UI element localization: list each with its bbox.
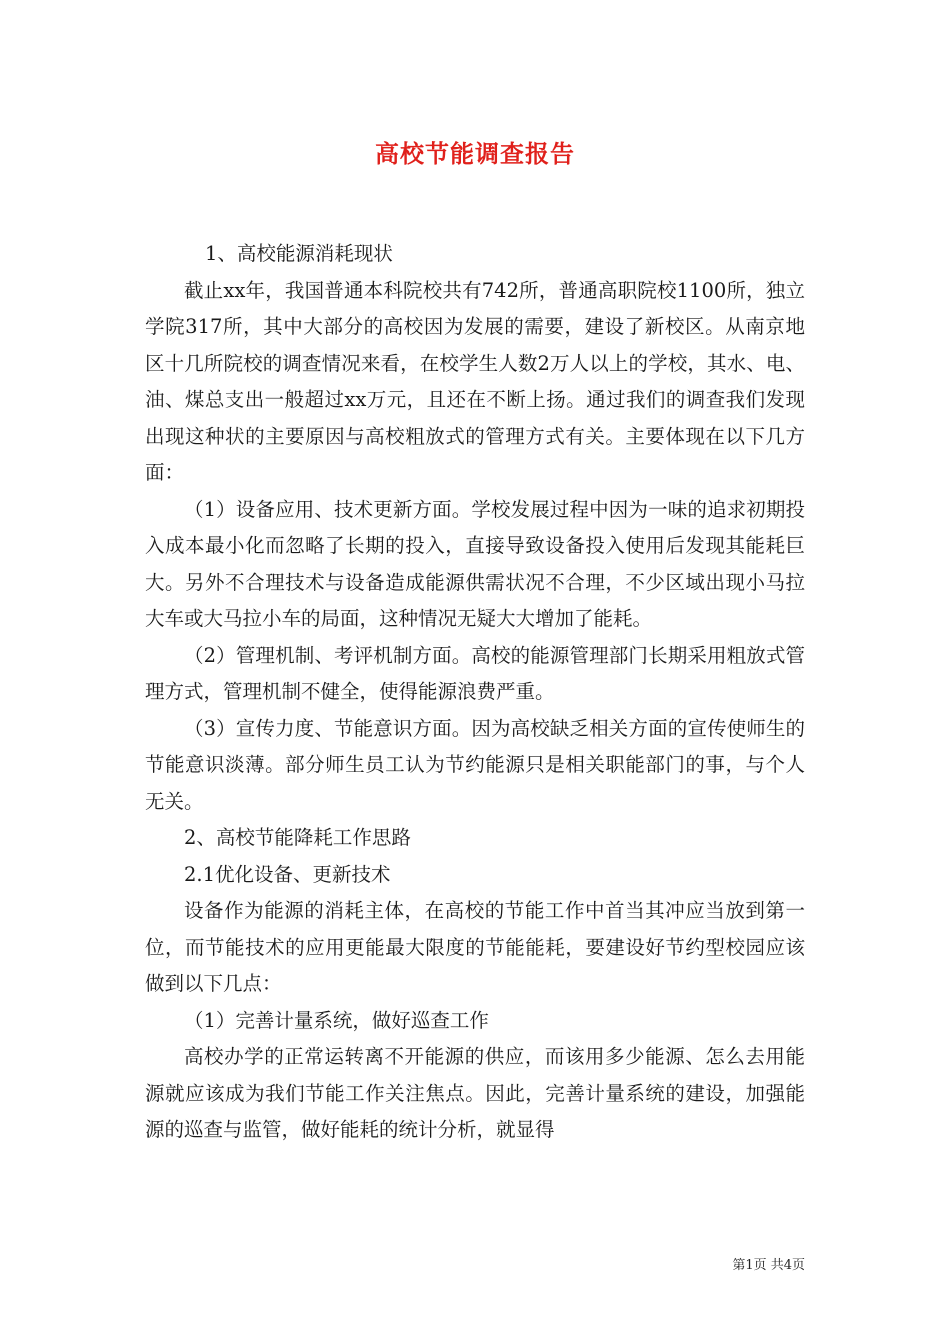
section-heading-2: 2、高校节能降耗工作思路 [184,826,411,849]
paragraph: （3）宣传力度、节能意识方面。因为高校缺乏相关方面的宣传使师生的节能意识淡薄。部分师生员工认为节约能源只是相关职能部门的事，与个人无关。 [145,716,805,813]
paragraph: 截止xx年，我国普通本科院校共有742所，普通高职院校1100所，独立学院317所，其中大部分的高校因为发展的需要，建设了新校区。从南京地区十几所院校的调查情况来看，在校学生人数2万人以上的学校，其水、电、油、煤总支出一般超过xx万元，且还在不断上扬。通过我们的调查我们发现出现这种状的主要原因与高校粗放式的管理方式有关。主要体现在以下几方面： [145,278,805,484]
paragraph: 高校办学的正常运转离不开能源的供应，而该用多少能源、怎么去用能源就应该成为我们节能工作关注焦点。因此，完善计量系统的建设，加强能源的巡查与监管，做好能耗的统计分析，就显得 [145,1045,805,1141]
list-item-heading: （1）完善计量系统，做好巡查工作 [184,1008,489,1032]
document-body [145,236,805,1149]
section-heading-1: 1、高校能源消耗现状 [205,242,393,265]
paragraph: （2）管理机制、考评机制方面。高校的能源管理部门长期采用粗放式管理方式，管理机制不健全，使得能源浪费严重。 [145,643,805,703]
document-title: 高校节能调查报告 [375,139,575,168]
page-number: 第1页 共4页 [732,1258,805,1273]
paragraph: （1）设备应用、技术更新方面。学校发展过程中因为一味的追求初期投入成本最小化而忽略了长期的投入，直接导致设备投入使用后发现其能耗巨大。另外不合理技术与设备造成能源供需状况不合理，不少区域出现小马拉大车或大马拉小车的局面，这种情况无疑大大增加了能耗。 [145,497,805,630]
paragraph: 设备作为能源的消耗主体，在高校的节能工作中首当其冲应当放到第一位，而节能技术的应用更能最大限度的节能能耗，要建设好节约型校园应该做到以下几点： [145,899,805,995]
subsection-heading: 2.1优化设备、更新技术 [184,862,391,886]
